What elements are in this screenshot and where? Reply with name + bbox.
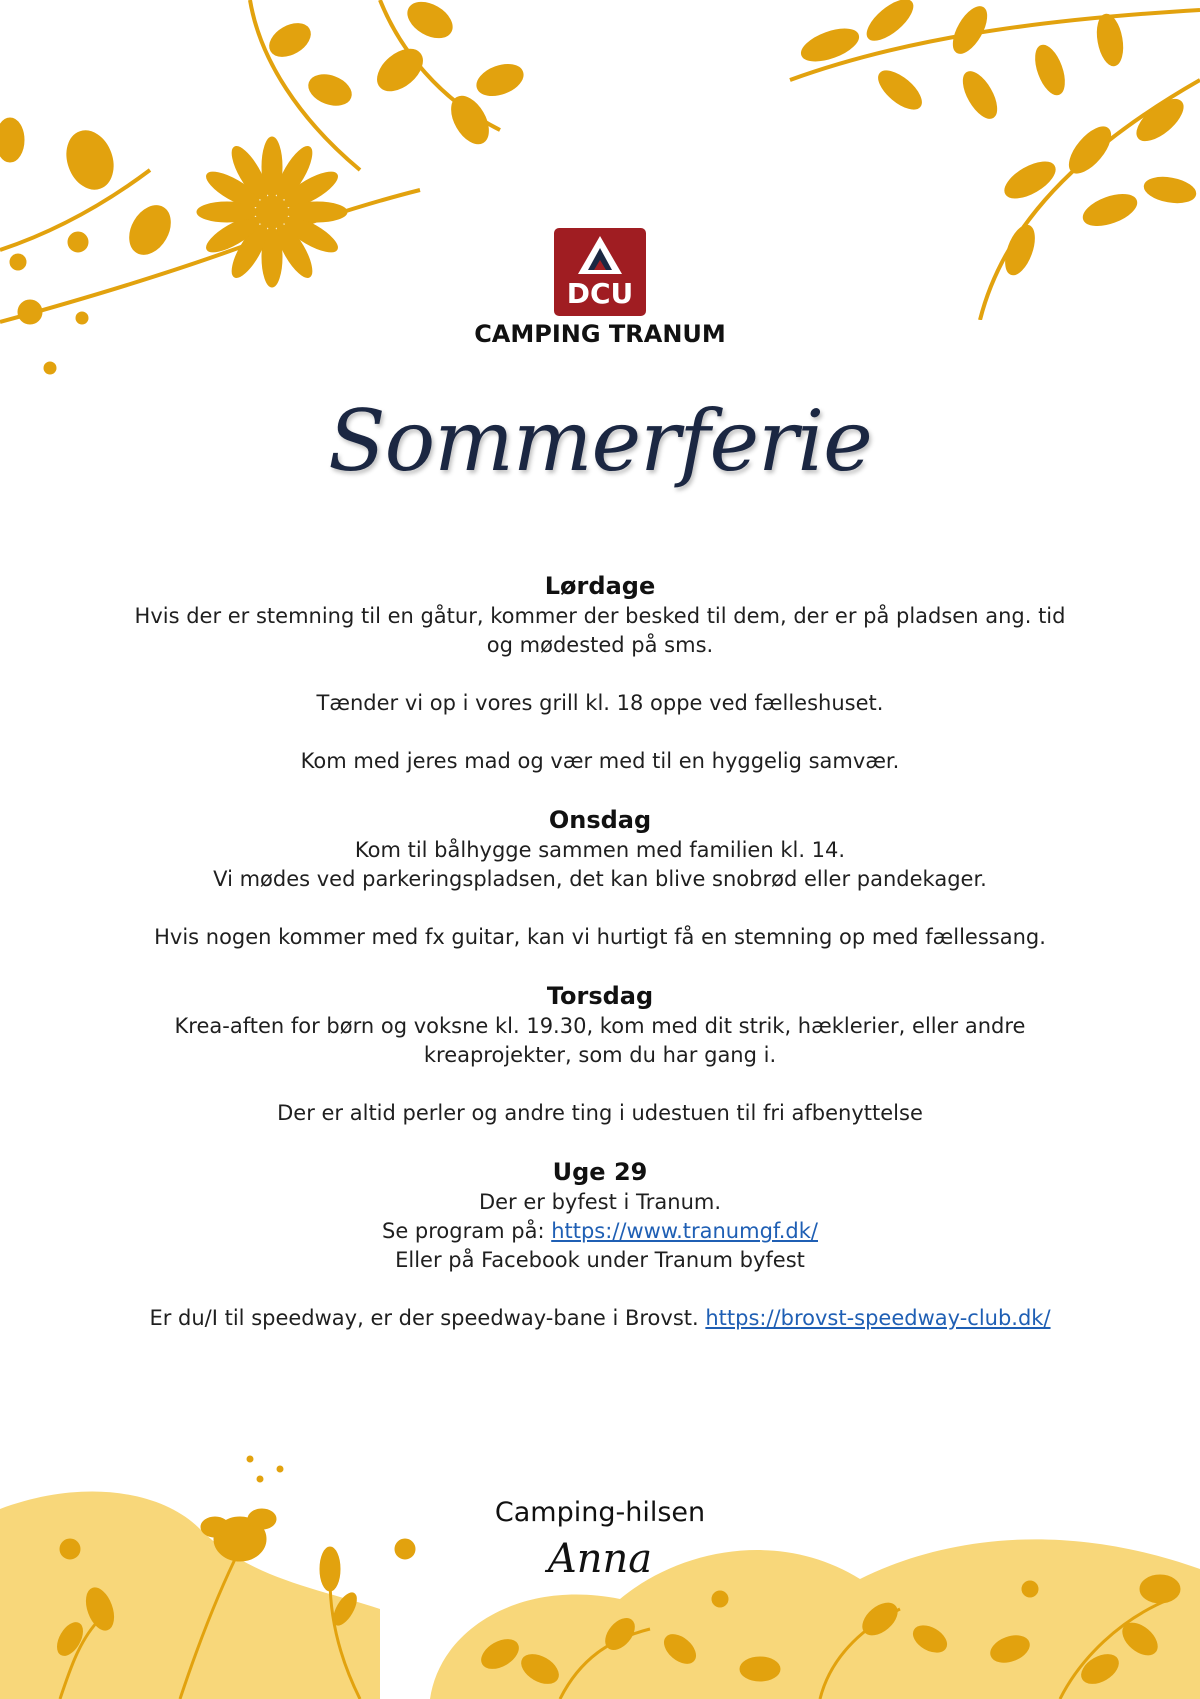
logo-text: DCU [566,277,634,310]
section-text: Hvis der er stemning til en gåtur, kommer der besked til dem, der er på pladsen ang. tid og mødested på sms. [134,604,1066,657]
section-heading: Torsdag [546,982,654,1010]
section-text [130,1217,1070,1246]
floral-decoration-top-right [780,0,1200,320]
section-text: Der er altid perler og andre ting i udestuen til fri afbenyttelse [277,1101,923,1125]
speedway-link[interactable]: https://brovst-speedway-club.dk/ [705,1306,1051,1330]
section-text: Hvis nogen kommer med fx guitar, kan vi hurtigt få en stemning op med fællessang. [154,925,1046,949]
page-title: Sommerferie [328,392,872,490]
section-heading: Onsdag [548,806,652,834]
link-prefix: Er du/I til speedway, er der speedway-bane i Brovst. [149,1306,706,1330]
brand-name: CAMPING TRANUM [474,320,726,348]
section-heading: Lørdage [544,572,656,600]
dcu-logo [554,228,646,316]
event-list [130,570,1070,1361]
section-text: Kom med jeres mad og vær med til en hyggelig samvær. [300,749,900,773]
tranumgf-link[interactable]: https://www.tranumgf.dk/ [551,1219,818,1243]
section-text [130,1304,1070,1333]
signature: Anna [547,1536,653,1582]
section-text: Kom til bålhygge sammen med familien kl. 14. [354,838,846,862]
section-lordage [130,570,1070,776]
section-text: Tænder vi op i vores grill kl. 18 oppe ved fælleshuset. [316,691,884,715]
section-text: Der er byfest i Tranum. [478,1190,722,1214]
section-heading: Uge 29 [552,1158,648,1186]
section-uge-29 [130,1156,1070,1333]
section-onsdag [130,804,1070,952]
section-text: Eller på Facebook under Tranum byfest [395,1248,805,1272]
link-prefix: Se program på: [382,1219,552,1243]
signoff: Camping-hilsen [494,1497,706,1528]
section-text: Vi mødes ved parkeringspladsen, det kan blive snobrød eller pandekager. [213,867,987,891]
section-torsdag [130,980,1070,1128]
section-text: Krea-aften for børn og voksne kl. 19.30, kom med dit strik, hæklerier, eller andre kreaprojekter, som du har gang i. [174,1014,1026,1067]
